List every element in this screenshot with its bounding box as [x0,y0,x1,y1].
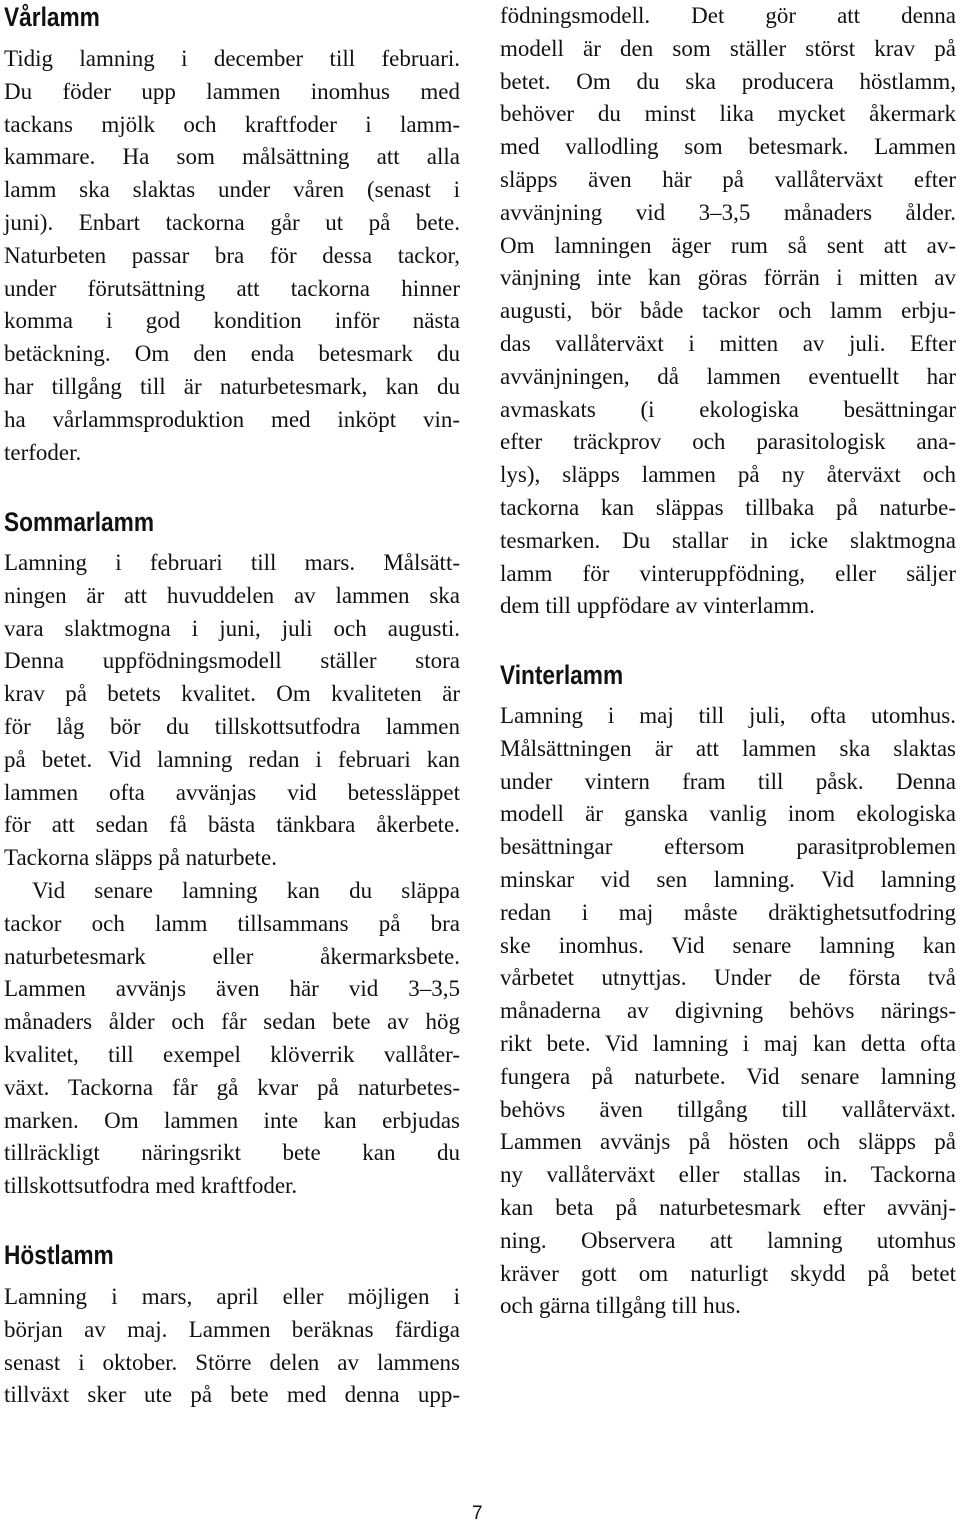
paragraph-sommarlamm [4,547,460,1203]
page-number: 7 [472,1503,483,1524]
heading-varlamm: Vårlamm [4,2,100,32]
text-line: tackorna kan släppas tillbaka på naturbe- [500,494,956,520]
text-line: släpps även här på vallåterväxt efter [500,166,956,192]
text-line: har tillgång till är naturbetesmark, kan du [4,373,460,399]
text-line: Du föder upp lammen inomhus med [4,78,460,104]
text-line: komma i god kondition inför nästa [4,308,460,334]
text-line: tillskottsutfodra med kraftfoder. [4,1173,298,1199]
text-line: krav på betets kvalitet. Om kvaliteten är [4,681,460,707]
text-line: lamm ska slaktas under våren (senast i [4,177,460,203]
text-line: terfoder. [4,439,82,465]
paragraph-vinterlamm [500,700,956,1323]
text-line: besättningar eftersom parasitproblemen [500,834,956,860]
text-line: månaderna av digivning behövs närings- [500,998,956,1024]
text-line: Naturbeten passar bra för dessa tackor, [4,242,460,268]
text-line: Tidig lamning i december till februari. [4,46,460,71]
text-line: betäckning. Om den enda betesmark du [4,341,460,367]
text-line: ske inomhus. Vid senare lamning kan [500,932,956,958]
heading-sommarlamm: Sommarlamm [4,507,155,537]
text-line: på betet. Vid lamning redan i februari kan [4,746,460,772]
text-line: minskar vid sen lamning. Vid lamning [500,866,956,892]
text-line: Lamning i februari till mars. Målsätt- [4,550,460,575]
text-line: das vallåterväxt i mitten av juli. Efter [500,330,956,356]
text-line: behöver du minst lika mycket åkermark [500,101,956,127]
text-line: tillräckligt näringsrikt bete kan du [4,1140,460,1166]
paragraph-hostlamm-continued [500,0,956,623]
text-line: månaders ålder och får sedan bete av hög [4,1009,460,1035]
text-line: för låg bör du tillskottsutfodra lammen [4,713,460,739]
text-line: Lamning i mars, april eller möjligen i [4,1284,460,1309]
text-line: dem till uppfödare av vinterlamm. [500,593,815,619]
text-line: ning. Observera att lamning utomhus [500,1227,956,1253]
text-line: med vallodling som betesmark. Lammen [500,134,956,160]
text-line: kammare. Ha som målsättning att alla [4,144,460,170]
text-line: ha vårlammsproduktion med inköpt vin- [4,406,460,432]
heading-vinterlamm: Vinterlamm [500,660,624,690]
text-line: efter träckprov och parasitologisk ana- [500,429,956,455]
text-line: avvänjning vid 3–3,5 månaders ålder. [500,199,956,225]
text-line: lamm för vinteruppfödning, eller säljer [500,560,956,586]
text-line: Lammen avvänjs på hösten och släpps på [500,1129,956,1155]
text-line: tackor och lamm tillsammans på bra [4,910,460,936]
text-line: redan i maj måste dräktighetsutfodring [500,899,956,925]
text-line: Målsättningen är att lammen ska slaktas [500,735,956,761]
text-line: under förutsättning att tackorna hinner [4,275,460,301]
text-line: behövs även tillgång till vallåterväxt. [500,1096,956,1122]
text-line: lys), släpps lammen på ny återväxt och [500,462,956,488]
text-line: tackans mjölk och kraftfoder i lamm- [4,111,460,137]
text-line: Vid senare lamning kan du släppa [32,877,460,903]
text-line: under vintern fram till påsk. Denna [500,768,956,794]
text-line: tesmarken. Du stallar in icke slaktmogna [500,527,956,553]
text-line: vänjning inte kan göras förrän i mitten av [500,265,956,291]
text-line: Denna uppfödningsmodell ställer stora [4,648,460,674]
text-line: rikt bete. Vid lamning i maj kan detta ofta [500,1030,956,1056]
text-line: början av maj. Lammen beräknas färdiga [4,1316,460,1342]
text-line: modell är den som ställer störst krav på [500,35,956,61]
text-line: ningen är att huvuddelen av lammen ska [4,582,460,608]
text-line: betet. Om du ska producera höstlamm, [500,68,956,94]
text-line: Lammen avvänjs även här vid 3–3,5 [4,976,460,1002]
text-line: augusti, bör både tackor och lamm erbju- [500,298,956,324]
text-line: senast i oktober. Större delen av lammens [4,1349,460,1375]
text-line: Om lamningen äger rum så sent att av- [500,232,956,258]
text-line: kan beta på naturbetesmark efter avvänj- [500,1194,956,1220]
text-line: modell är ganska vanlig inom ekologiska [500,801,956,827]
text-line: vara slaktmogna i juni, juli och augusti. [4,615,460,641]
text-line: naturbetesmark eller åkermarksbete. [4,943,460,969]
text-line: Lamning i maj till juli, ofta utomhus. [500,703,956,728]
text-line: Tackorna släpps på naturbete. [4,845,278,871]
text-line: marken. Om lammen inte kan erbjudas [4,1107,460,1133]
paragraph-varlamm [4,43,460,469]
text-line: kräver gott om naturligt skydd på betet [500,1260,956,1286]
text-line: kvalitet, till exempel klöverrik vallåter- [4,1041,460,1067]
text-line: växt. Tackorna får gå kvar på naturbetes- [4,1074,460,1100]
text-line: avvänjningen, då lammen eventuellt har [500,363,956,389]
text-line: och gärna tillgång till hus. [500,1293,741,1319]
heading-hostlamm: Höstlamm [4,1240,114,1270]
text-line: för att sedan få bästa tänkbara åkerbete. [4,812,460,838]
text-line: vårbetet utnyttjas. Under de första två [500,965,956,991]
paragraph-hostlamm [4,1281,460,1412]
text-line: lammen ofta avvänjas vid betessläppet [4,779,460,805]
text-line: fungera på naturbete. Vid senare lamning [500,1063,956,1089]
text-line: avmaskats (i ekologiska besättningar [500,396,956,422]
text-line: födningsmodell. Det gör att denna [500,3,956,28]
text-line: ny vallåterväxt eller stallas in. Tackorna [500,1162,956,1188]
text-line: tillväxt sker ute på bete med denna upp- [4,1382,460,1408]
text-line: juni). Enbart tackorna går ut på bete. [4,209,460,235]
